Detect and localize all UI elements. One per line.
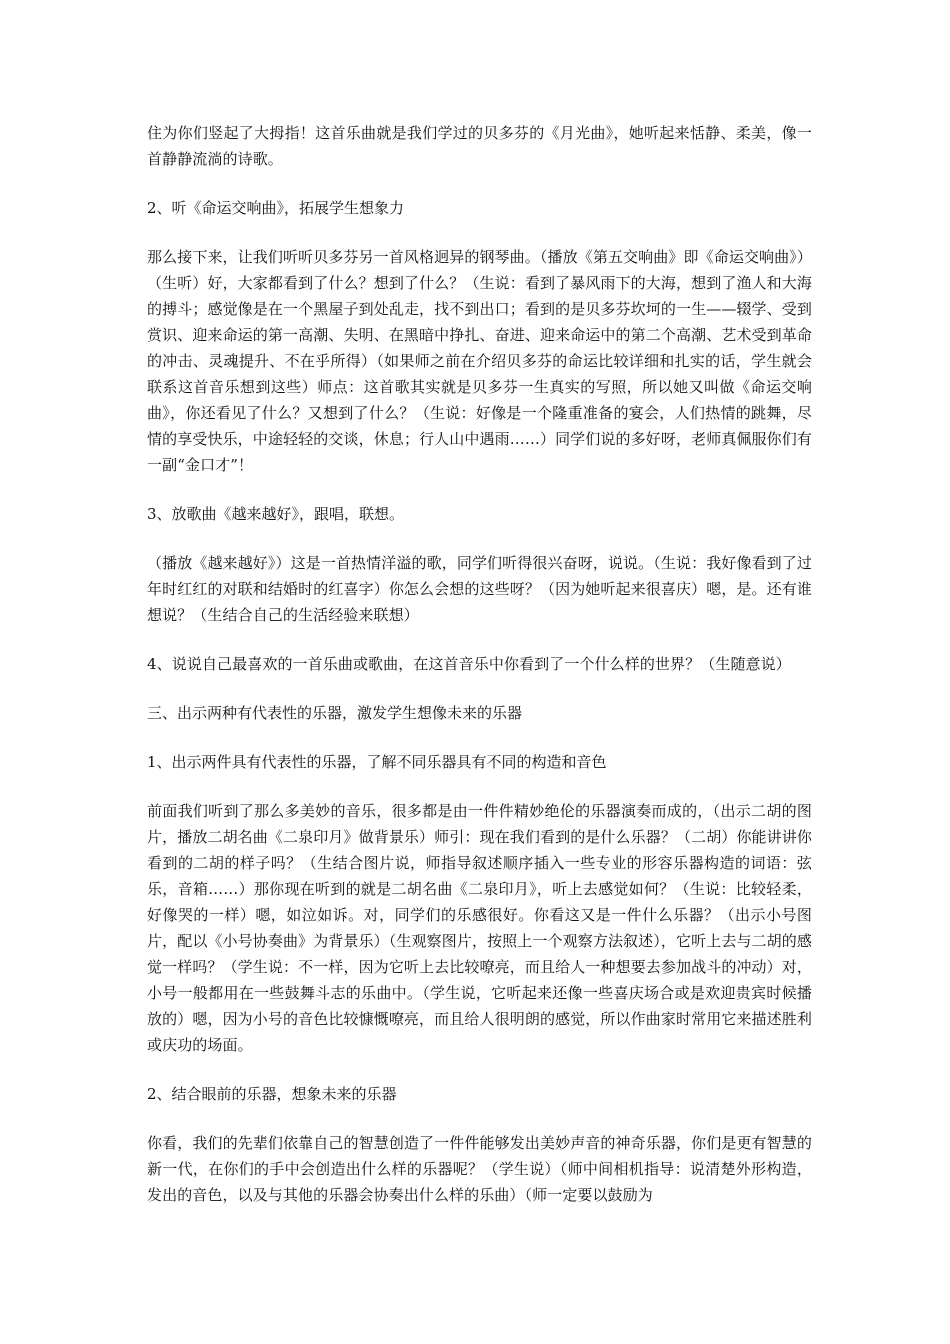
paragraph-gap: [147, 677, 812, 700]
paragraph-gap: [147, 628, 812, 651]
paragraph-gap: [147, 478, 812, 501]
paragraph-favorite-music: 4、说说自己最喜欢的一首乐曲或歌曲，在这首音乐中你看到了一个什么样的世界？（生随意说）: [147, 655, 791, 673]
section-heading-fate-symphony: 2、听《命运交响曲》，拓展学生想象力: [147, 199, 405, 217]
paragraph-song: （播放《越来越好》）这是一首热情洋溢的歌，同学们听得很兴奋呀，说说。（生说：我好像看到了过年时红红的对联和结婚时的红喜字）你怎么会想的这些呀？（因为她听起来很喜庆）嗯，是。还有谁想说？（生结合自己的生活经验来联想）: [147, 554, 812, 624]
section-heading-instruments: 三、出示两种有代表性的乐器，激发学生想像未来的乐器: [147, 704, 523, 722]
paragraph-erhu-trumpet: 前面我们听到了那么多美妙的音乐，很多都是由一件件精妙绝伦的乐器演奏而成的，（出示二胡的图片，播放二胡名曲《二泉印月》做背景乐）师引：现在我们看到的是什么乐器？（二胡）你能讲讲你看到的二胡的样子吗？（生结合图片说，师指导叙述顺序插入一些专业的形容乐器构造的词语：弦乐，音箱……）那你现在听到的就是二胡名曲《二泉印月》，听上去感觉如何？（生说：比较轻柔，好像哭的一样）嗯，如泣如诉。对，同学们的乐感很好。你看这又是一件什么乐器？（出示小号图片，配以《小号协奏曲》为背景乐）（生观察图片，按照上一个观察方法叙述），它听上去与二胡的感觉一样吗？（学生说：不一样，因为它听上去比较嘹亮，而且给人一种想要去参加战斗的冲动）对，小号一般都用在一些鼓舞斗志的乐曲中。（学生说，它听起来还像一些喜庆场合或是欢迎贵宾时候播放的）嗯，因为小号的音色比较慷慨嘹亮，而且给人很明朗的感觉，所以作曲家时常用它来描述胜利或庆功的场面。: [147, 802, 812, 1054]
paragraph-gap: [147, 1107, 812, 1130]
section-heading-future-instruments: 2、结合眼前的乐器，想象未来的乐器: [147, 1085, 397, 1103]
paragraph-fate-symphony: 那么接下来，让我们听听贝多芬另一首风格迥异的钢琴曲。（播放《第五交响曲》即《命运交响曲》）（生听）好，大家都看到了什么？想到了什么？（生说：看到了暴风雨下的大海，想到了渔人和大海的搏斗；感觉像是在一个黑屋子到处乱走，找不到出口；看到的是贝多芬坎坷的一生——辍学、受到赏识、迎来命运的第一高潮、失明、在黑暗中挣扎、奋进、迎来命运中的第二个高潮、艺术受到革命的冲击、灵魂提升、不在乎所得）（如果师之前在介绍贝多芬的命运比较详细和扎实的话，学生就会联系这首音乐想到这些）师点：这首歌其实就是贝多芬一生真实的写照，所以她又叫做《命运交响曲》，你还看见了什么？又想到了什么？（生说：好像是一个隆重准备的宴会，人们热情的跳舞，尽情的享受快乐，中途轻轻的交谈，休息；行人山中遇雨……）同学们说的多好呀，老师真佩服你们有一副“金口才”！: [147, 248, 812, 474]
paragraph-gap: [147, 775, 812, 798]
section-heading-song: 3、放歌曲《越来越好》，跟唱，联想。: [147, 505, 405, 523]
paragraph-gap: [147, 221, 812, 244]
paragraph-future-instruments: 你看，我们的先辈们依靠自己的智慧创造了一件件能够发出美妙声音的神奇乐器，你们是更有智慧的新一代，在你们的手中会创造出什么样的乐器呢？（学生说）（师中间相机指导：说清楚外形构造，发出的音色，以及与其他的乐器会协奏出什么样的乐曲）（师一定要以鼓励为: [147, 1134, 812, 1204]
paragraph-gap: [147, 1058, 812, 1081]
paragraph-gap: [147, 172, 812, 195]
paragraph-gap: [147, 726, 812, 749]
paragraph-moonlight-sonata: 住为你们竖起了大拇指！这首乐曲就是我们学过的贝多芬的《月光曲》，她听起来恬静、柔美，像一首静静流淌的诗歌。: [147, 124, 812, 168]
paragraph-gap: [147, 527, 812, 550]
document-body: [147, 120, 812, 1208]
section-heading-representative-instruments: 1、出示两件具有代表性的乐器，了解不同乐器具有不同的构造和音色: [147, 753, 607, 771]
